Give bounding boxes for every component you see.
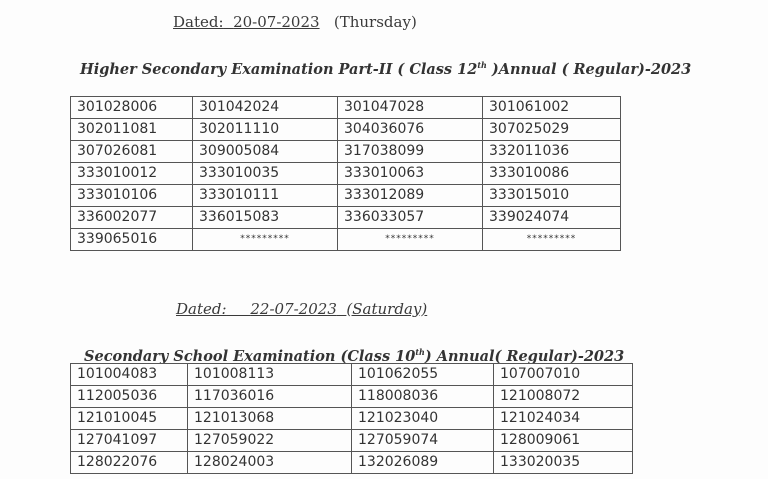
table-row xyxy=(71,408,633,430)
heading-text-end: )Annual ( Regular)-2023 xyxy=(486,60,692,78)
roll-number-cell: ********* xyxy=(193,229,338,251)
roll-number-cell: 121023040 xyxy=(352,408,494,430)
roll-number-cell: 121013068 xyxy=(188,408,352,430)
heading-sup: th xyxy=(477,60,487,70)
roll-number-cell: 333010035 xyxy=(193,163,338,185)
roll-number-cell: 128022076 xyxy=(71,452,188,474)
date-value: 20-07-2023 xyxy=(233,13,320,31)
roll-number-cell: 333010063 xyxy=(338,163,483,185)
roll-number-cell: 333010106 xyxy=(71,185,193,207)
section1-date-line xyxy=(173,13,417,31)
roll-number-cell: 127041097 xyxy=(71,430,188,452)
table-row xyxy=(71,364,633,386)
roll-number-cell: 302011110 xyxy=(193,119,338,141)
section1-roll-table xyxy=(70,96,621,251)
roll-number-cell: 336033057 xyxy=(338,207,483,229)
roll-number-cell: 339065016 xyxy=(71,229,193,251)
heading-sup: th xyxy=(415,347,425,357)
roll-number-cell: 336002077 xyxy=(71,207,193,229)
table-row xyxy=(71,229,621,251)
roll-number-cell: 309005084 xyxy=(193,141,338,163)
roll-number-cell: 307025029 xyxy=(483,119,621,141)
roll-number-cell: 133020035 xyxy=(494,452,633,474)
table-row xyxy=(71,141,621,163)
roll-number-cell: 317038099 xyxy=(338,141,483,163)
roll-number-cell: 117036016 xyxy=(188,386,352,408)
table-row xyxy=(71,97,621,119)
table-row xyxy=(71,386,633,408)
dated-label: Dated: xyxy=(173,13,224,31)
roll-number-cell: 127059074 xyxy=(352,430,494,452)
section2-date-line xyxy=(176,300,427,318)
heading-text: Secondary School Examination (Class 10 xyxy=(84,347,416,365)
roll-number-cell: 121008072 xyxy=(494,386,633,408)
roll-number-cell: ********* xyxy=(483,229,621,251)
roll-number-cell: 302011081 xyxy=(71,119,193,141)
roll-number-cell: 112005036 xyxy=(71,386,188,408)
table-row xyxy=(71,119,621,141)
roll-number-cell: 333012089 xyxy=(338,185,483,207)
roll-number-cell: ********* xyxy=(338,229,483,251)
roll-number-cell: 304036076 xyxy=(338,119,483,141)
roll-number-cell: 121024034 xyxy=(494,408,633,430)
roll-number-cell: 128024003 xyxy=(188,452,352,474)
roll-number-cell: 107007010 xyxy=(494,364,633,386)
section2-roll-table xyxy=(70,363,633,474)
roll-number-cell: 301028006 xyxy=(71,97,193,119)
section1-heading xyxy=(80,56,700,79)
roll-number-cell: 336015083 xyxy=(193,207,338,229)
roll-number-cell: 101062055 xyxy=(352,364,494,386)
table-row xyxy=(71,163,621,185)
roll-number-cell: 301061002 xyxy=(483,97,621,119)
dated-label: Dated: xyxy=(176,300,227,318)
roll-number-cell: 101008113 xyxy=(188,364,352,386)
roll-number-cell: 132026089 xyxy=(352,452,494,474)
day-value: (Thursday) xyxy=(333,13,417,31)
table-row xyxy=(71,452,633,474)
roll-number-cell: 301042024 xyxy=(193,97,338,119)
roll-number-cell: 301047028 xyxy=(338,97,483,119)
roll-number-cell: 307026081 xyxy=(71,141,193,163)
roll-number-cell: 121010045 xyxy=(71,408,188,430)
day-value: (Saturday) xyxy=(346,300,428,318)
roll-number-cell: 118008036 xyxy=(352,386,494,408)
roll-number-cell: 101004083 xyxy=(71,364,188,386)
table-row xyxy=(71,430,633,452)
roll-number-cell: 339024074 xyxy=(483,207,621,229)
table-row xyxy=(71,185,621,207)
roll-number-cell: 128009061 xyxy=(494,430,633,452)
heading-text-end: ) Annual( Regular)-2023 xyxy=(424,347,625,365)
table-row xyxy=(71,207,621,229)
roll-number-cell: 127059022 xyxy=(188,430,352,452)
roll-number-cell: 333010086 xyxy=(483,163,621,185)
roll-number-cell: 333010012 xyxy=(71,163,193,185)
heading-text: Higher Secondary Examination Part-II ( Class 12 xyxy=(80,60,478,78)
roll-number-cell: 333015010 xyxy=(483,185,621,207)
roll-number-cell: 332011036 xyxy=(483,141,621,163)
roll-number-cell: 333010111 xyxy=(193,185,338,207)
date-value: 22-07-2023 xyxy=(250,300,337,318)
